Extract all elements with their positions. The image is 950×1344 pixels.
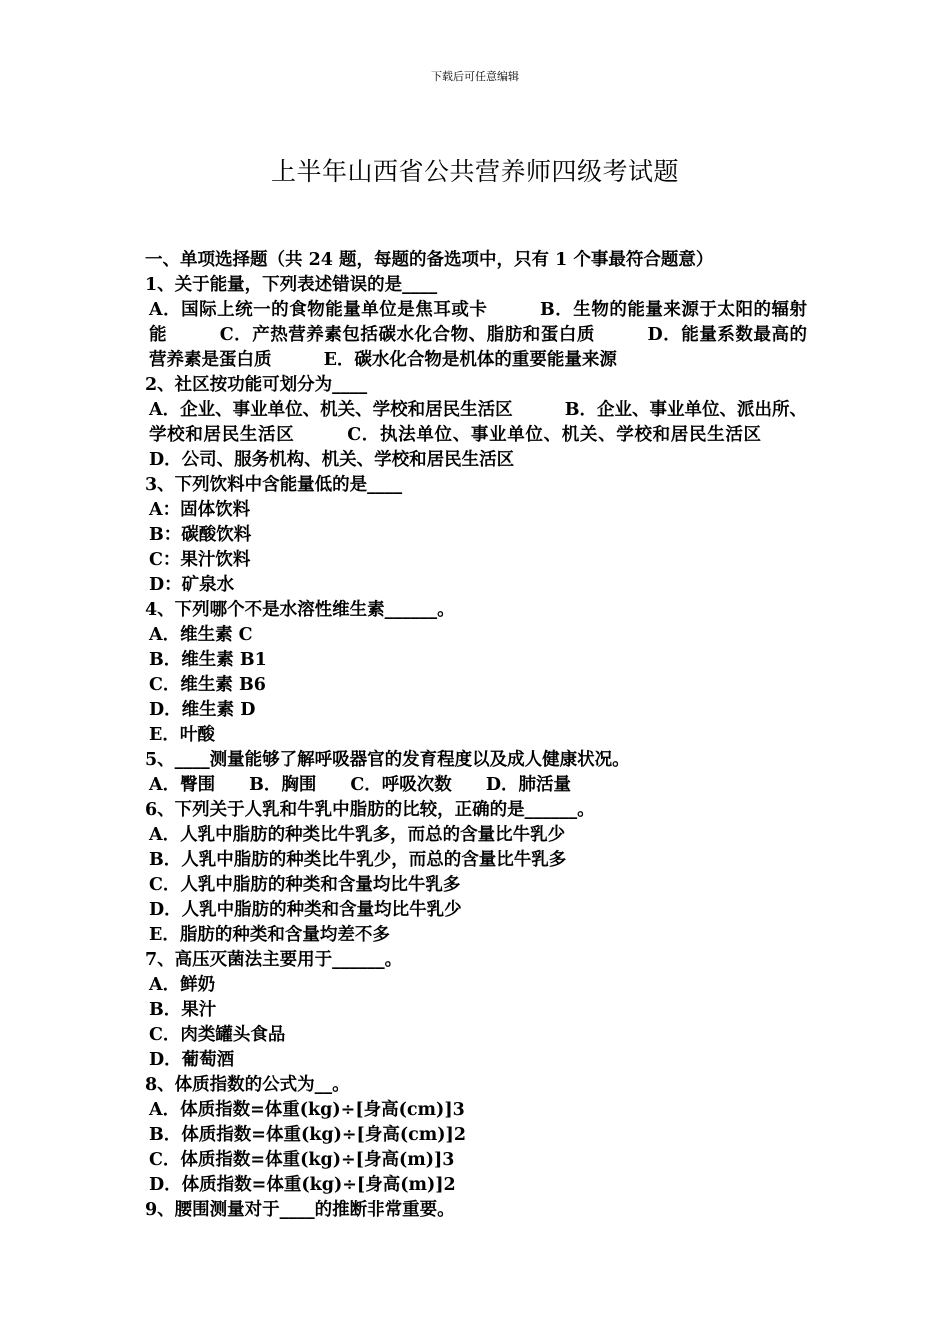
option-a: A．鲜奶 [149, 975, 216, 995]
option-c: C．肉类罐头食品 [149, 1025, 286, 1045]
option-a: A．臀围 [149, 775, 216, 795]
document-body [145, 248, 807, 1223]
option-b: B．果汁 [149, 1000, 217, 1020]
option-d: D．人乳中脂肪的种类和含量均比牛乳少 [149, 900, 462, 920]
options-row [145, 773, 807, 798]
option-c: C．人乳中脂肪的种类和含量均比牛乳多 [149, 875, 461, 895]
question-stem: 2、社区按功能可划分为____ [145, 375, 368, 395]
option-a: A．维生素 C [149, 625, 253, 645]
option-b: B．体质指数=体重(kg)÷[身高(cm)]2 [149, 1125, 467, 1145]
question-9 [145, 1198, 807, 1223]
option-d: D．肺活量 [485, 775, 571, 795]
question-8 [145, 1073, 807, 1198]
question-stem: 8、体质指数的公式为__。 [145, 1075, 350, 1095]
question-stem: 9、腰围测量对于____的推断非常重要。 [145, 1200, 455, 1220]
option-e: E．碳水化合物是机体的重要能量来源 [323, 350, 617, 370]
question-7 [145, 948, 807, 1073]
question-stem: 4、下列哪个不是水溶性维生素______。 [145, 600, 455, 620]
option-d: D．体质指数=体重(kg)÷[身高(m)]2 [149, 1175, 456, 1195]
question-4 [145, 598, 807, 748]
option-d: D．能量系数最高的营养素是蛋白质 [149, 325, 808, 370]
option-c: C．体质指数=体重(kg)÷[身高(m)]3 [149, 1150, 455, 1170]
option-b: B．胸围 [249, 775, 317, 795]
option-d: D．维生素 D [149, 700, 256, 720]
option-e: E．脂肪的种类和含量均差不多 [149, 925, 390, 945]
option-e: E．叶酸 [149, 725, 215, 745]
question-2 [145, 373, 807, 473]
option-a: A．体质指数=体重(kg)÷[身高(cm)]3 [149, 1100, 465, 1120]
section-heading: 一、单项选择题（共 24 题，每题的备选项中，只有 1 个事最符合题意） [145, 250, 714, 270]
option-b: B．生物的能量来源于太阳的辐射能 [149, 300, 807, 345]
option-a: A．国际上统一的食物能量单位是焦耳或卡 [149, 300, 488, 320]
option-b: B．维生素 B1 [149, 650, 267, 670]
option-c: C．执法单位、事业单位、机关、学校和居民生活区 [347, 425, 762, 445]
question-stem: 1、关于能量，下列表述错误的是____ [145, 275, 438, 295]
question-3 [145, 473, 807, 598]
question-5 [145, 748, 807, 798]
question-6 [145, 798, 807, 948]
option-b: B：碳酸饮料 [149, 525, 252, 545]
options-paragraph [145, 298, 807, 373]
option-c: C：果汁饮料 [149, 550, 251, 570]
option-d: D．公司、服务机构、机关、学校和居民生活区 [149, 450, 515, 470]
option-b: B．企业、事业单位、派出所、学校和居民生活区 [149, 400, 808, 445]
question-stem: 3、下列饮料中含能量低的是____ [145, 475, 403, 495]
header-note: 下载后可任意编辑 [431, 70, 519, 83]
document-title: 上半年山西省公共营养师四级考试题 [270, 157, 679, 186]
option-c: C．维生素 B6 [149, 675, 266, 695]
question-1 [145, 273, 807, 373]
option-d: D：矿泉水 [149, 575, 235, 595]
option-a: A．人乳中脂肪的种类比牛乳多，而总的含量比牛乳少 [149, 825, 566, 845]
option-c: C．呼吸次数 [350, 775, 452, 795]
question-stem: 7、高压灭菌法主要用于______。 [145, 950, 403, 970]
option-b: B．人乳中脂肪的种类比牛乳少，而总的含量比牛乳多 [149, 850, 567, 870]
option-a: A．企业、事业单位、机关、学校和居民生活区 [149, 400, 513, 420]
question-stem: 5、____测量能够了解呼吸器官的发育程度以及成人健康状况。 [145, 750, 630, 770]
option-a: A：固体饮料 [149, 500, 251, 520]
option-d: D．葡萄酒 [149, 1050, 235, 1070]
options-paragraph [145, 398, 807, 473]
option-c: C．产热营养素包括碳水化合物、脂肪和蛋白质 [219, 325, 595, 345]
question-stem: 6、下列关于人乳和牛乳中脂肪的比较，正确的是______。 [145, 800, 595, 820]
